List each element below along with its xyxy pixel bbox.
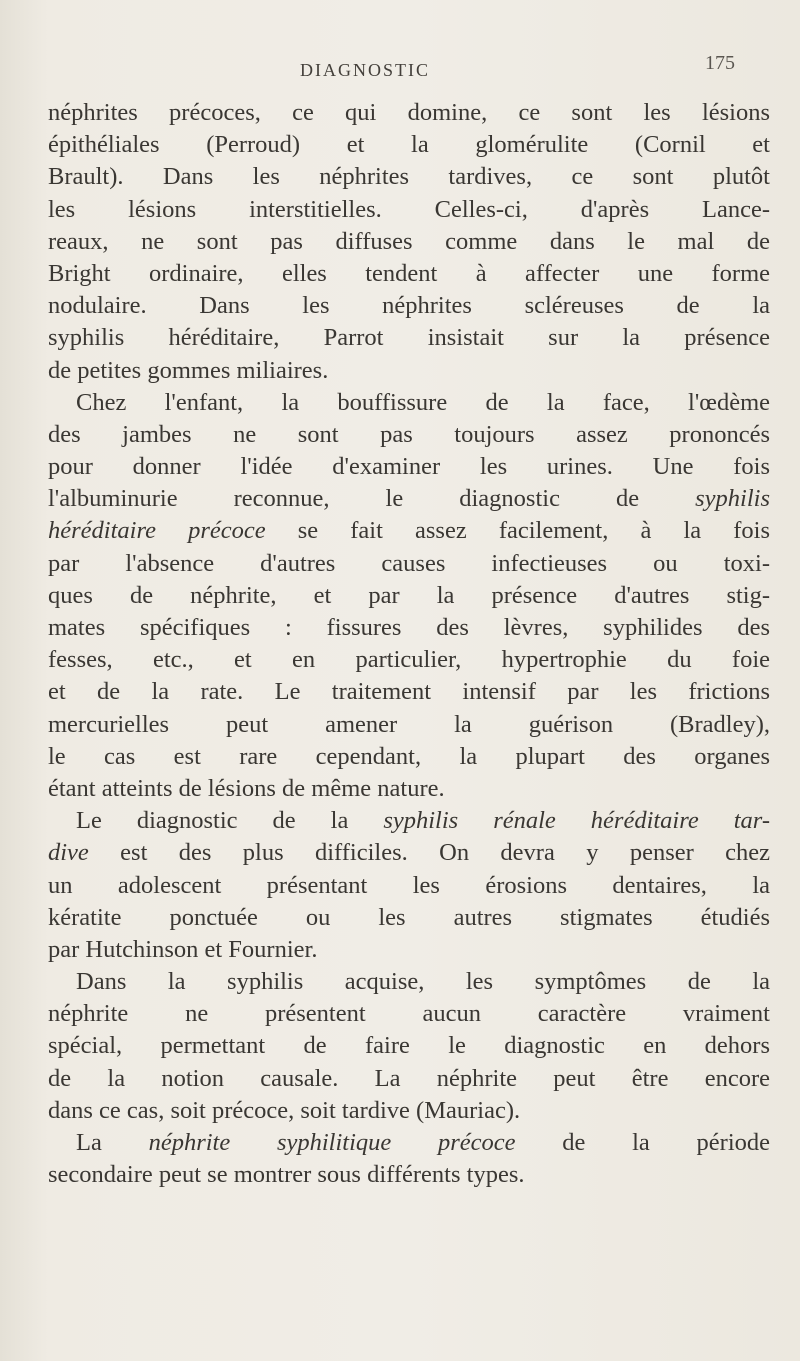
text-segment: l'albuminurie reconnue, le diagnostic de [48, 485, 696, 513]
text-line [48, 419, 770, 451]
italic-text: syphilis [695, 485, 770, 513]
text-segment: de petites gommes miliaires. [48, 356, 329, 384]
text-segment: syphilis héréditaire, Parrot insistait sur la présence [48, 324, 770, 352]
text-line [48, 934, 770, 966]
text-line [48, 322, 770, 354]
text-line [48, 741, 770, 773]
text-line [48, 676, 770, 708]
text-segment: mates spécifiques : fissures des lèvres, syphilides des [48, 614, 770, 641]
text-segment: les lésions interstitielles. Celles-ci, d'après Lance- [48, 195, 770, 223]
text-segment: secondaire peut se montrer sous différents types. [48, 1161, 525, 1189]
text-segment: dans ce cas, soit précoce, soit tardive (Mauriac). [48, 1096, 521, 1124]
text-line [48, 805, 770, 837]
text-line [48, 870, 770, 902]
text-segment: épithéliales (Perroud) et la glomérulite (Cornil et [48, 131, 770, 159]
text-line [48, 129, 770, 161]
text-segment: se fait assez facilement, à la fois [265, 517, 770, 545]
text-line [48, 966, 770, 998]
text-segment: et de la rate. Le traitement intensif par les frictions [48, 678, 770, 706]
text-segment: Dans la syphilis acquise, les symptômes de la [76, 968, 770, 996]
text-line [48, 290, 770, 322]
text-segment: est des plus difficiles. On devra y penser chez [88, 839, 770, 867]
text-segment: pour donner l'idée d'examiner les urines. Une fois [48, 453, 770, 481]
text-segment: Chez l'enfant, la bouffissure de la face, l'œdème [76, 388, 770, 416]
text-segment: néphrites précoces, ce qui domine, ce sont les lésions [48, 99, 770, 126]
text-line [48, 580, 770, 612]
text-segment: reaux, ne sont pas diffuses comme dans le mal de [48, 227, 770, 255]
text-line [48, 1095, 770, 1127]
text-segment: Brault). Dans les néphrites tardives, ce sont plutôt [48, 163, 770, 191]
text-line [48, 1030, 770, 1062]
text-segment: de la notion causale. La néphrite peut être encore [48, 1064, 770, 1092]
text-line [48, 515, 770, 547]
text-line [48, 998, 770, 1030]
body-text [48, 97, 770, 1191]
text-line [48, 194, 770, 226]
text-segment: le cas est rare cependant, la plupart des organes [48, 742, 770, 770]
text-segment: nodulaire. Dans les néphrites scléreuses de la [48, 292, 770, 320]
text-segment: Bright ordinaire, elles tendent à affecter une forme [48, 259, 770, 287]
text-segment: étant atteints de lésions de même nature. [48, 774, 445, 802]
text-line [48, 161, 770, 193]
text-line [48, 1063, 770, 1095]
italic-text: dive [48, 839, 89, 867]
text-line [48, 451, 770, 483]
text-segment: ques de néphrite, et par la présence d'autres stig- [48, 581, 770, 609]
text-segment: spécial, permettant de faire le diagnostic en dehors [48, 1032, 770, 1060]
text-segment: par l'absence d'autres causes infectieuses ou toxi- [48, 549, 770, 577]
text-segment: de la période [515, 1129, 771, 1156]
text-line [48, 1127, 770, 1159]
text-line [48, 226, 770, 258]
text-line [48, 387, 770, 419]
text-segment: un adolescent présentant les érosions dentaires, la [48, 871, 770, 899]
text-line [48, 97, 770, 129]
text-line [48, 548, 770, 580]
running-head [0, 52, 800, 90]
page-number: 175 [705, 52, 735, 74]
text-segment: par Hutchinson et Fournier. [48, 935, 318, 963]
text-segment: Le diagnostic de la [76, 807, 384, 835]
text-line [48, 355, 770, 387]
text-line [48, 773, 770, 805]
text-line [48, 612, 770, 644]
text-line [48, 1159, 770, 1191]
italic-text: néphrite syphilitique précoce [148, 1129, 516, 1156]
text-line [48, 709, 770, 741]
italic-text: syphilis rénale héréditaire tar- [383, 807, 770, 835]
text-line [48, 837, 770, 869]
text-line [48, 644, 770, 676]
running-head-title: DIAGNOSTIC [300, 60, 430, 80]
text-segment: néphrite ne présentent aucun caractère vraiment [48, 1000, 770, 1028]
text-line [48, 902, 770, 934]
text-line [48, 258, 770, 290]
italic-text: héréditaire précoce [48, 517, 266, 545]
text-segment: fesses, etc., et en particulier, hypertrophie du foie [48, 646, 770, 674]
text-segment: La [76, 1129, 149, 1156]
text-line [48, 483, 770, 515]
text-segment: kératite ponctuée ou les autres stigmates étudiés [48, 903, 770, 931]
text-segment: des jambes ne sont pas toujours assez prononcés [48, 420, 770, 448]
text-segment: mercurielles peut amener la guérison (Bradley), [48, 710, 770, 738]
